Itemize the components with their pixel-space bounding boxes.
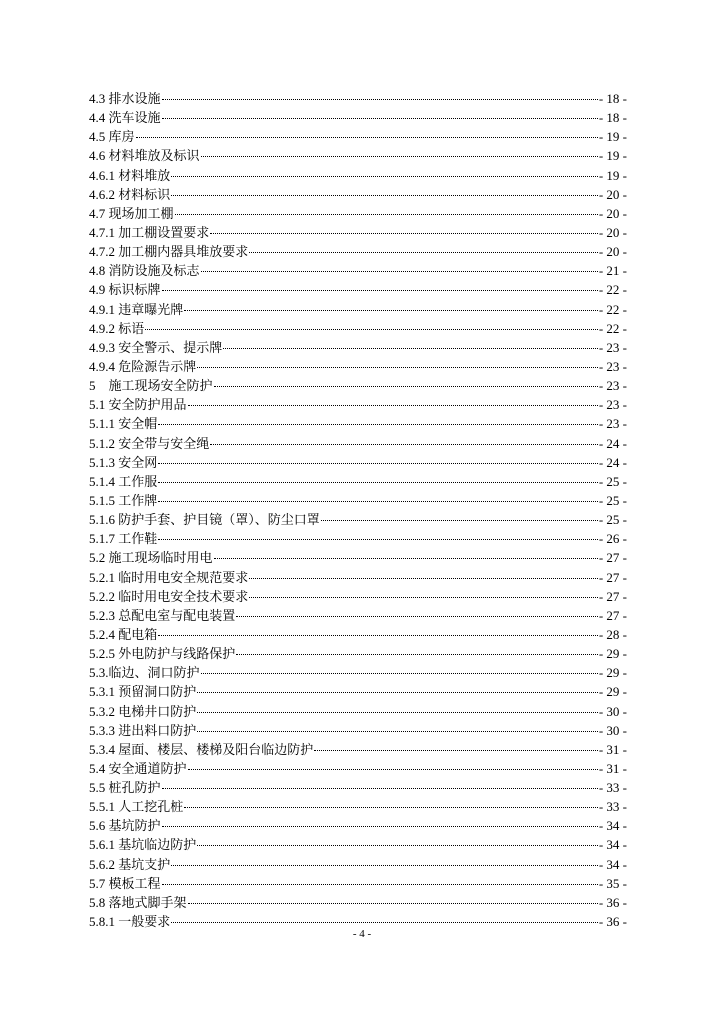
toc-entry-title: 5.2.2 临时用电安全技术要求 — [89, 588, 249, 604]
toc-entry[interactable] — [89, 166, 627, 185]
toc-entry-title: 5.1.2 安全带与安全绳 — [89, 435, 210, 451]
toc-leader-dots — [210, 233, 598, 234]
toc-leader-dots — [184, 310, 598, 311]
toc-leader-dots — [197, 845, 598, 846]
toc-entry-title: 5.2.1 临时用电安全规范要求 — [89, 569, 249, 585]
toc-entry-page: - 19 - — [598, 148, 627, 164]
toc-entry[interactable] — [89, 682, 627, 701]
toc-leader-dots — [314, 750, 598, 751]
toc-entry-page: - 20 - — [598, 186, 627, 202]
toc-leader-dots — [171, 865, 598, 866]
toc-entry[interactable] — [89, 261, 627, 280]
toc-entry-title: 5.8 落地式脚手架 — [89, 894, 187, 910]
toc-leader-dots — [321, 520, 598, 521]
toc-entry[interactable] — [89, 778, 627, 797]
toc-entry[interactable] — [89, 300, 627, 319]
toc-entry-page: - 19 - — [598, 129, 627, 145]
toc-entry-page: - 21 - — [598, 263, 627, 279]
toc-entry-title: 5.3.临边、洞口防护 — [89, 665, 200, 681]
toc-entry-title: 5.7 模板工程 — [89, 875, 161, 891]
toc-entry[interactable] — [89, 510, 627, 529]
toc-entry[interactable] — [89, 242, 627, 261]
toc-entry-title: 5.1.3 安全网 — [89, 454, 158, 470]
toc-entry-title: 4.9.1 违章曝光牌 — [89, 301, 184, 317]
toc-entry-page: - 33 - — [598, 780, 627, 796]
toc-entry[interactable] — [89, 319, 627, 338]
toc-entry-title: 4.6.1 材料堆放 — [89, 167, 171, 183]
toc-entry-title: 4.3 排水设施 — [89, 91, 161, 106]
toc-entry-page: - 34 - — [598, 837, 627, 853]
toc-leader-dots — [236, 654, 598, 655]
toc-leader-dots — [158, 635, 598, 636]
toc-entry-page: - 36 - — [598, 894, 627, 910]
toc-entry-page: - 20 - — [598, 244, 627, 260]
toc-entry[interactable] — [89, 568, 627, 587]
toc-leader-dots — [162, 118, 598, 119]
toc-entry[interactable] — [89, 702, 627, 721]
toc-entry-title: 5.6 基坑防护 — [89, 818, 161, 834]
toc-entry[interactable] — [89, 414, 627, 433]
toc-entry[interactable] — [89, 491, 627, 510]
toc-entry-title: 4.9.2 标语 — [89, 320, 145, 336]
toc-leader-dots — [197, 712, 598, 713]
toc-leader-dots — [210, 444, 598, 445]
toc-entry-page: - 18 - — [598, 91, 627, 106]
toc-entry-page: - 24 - — [598, 435, 627, 451]
toc-entry-page: - 23 - — [598, 339, 627, 355]
toc-entry-title: 5.1 安全防护用品 — [89, 397, 187, 413]
toc-leader-dots — [197, 367, 598, 368]
toc-leader-dots — [249, 252, 598, 253]
toc-entry[interactable] — [89, 395, 627, 414]
toc-entry-page: - 23 - — [598, 358, 627, 374]
toc-leader-dots — [188, 769, 598, 770]
toc-entry[interactable] — [89, 625, 627, 644]
toc-leader-dots — [171, 922, 598, 923]
toc-entry[interactable] — [89, 855, 627, 874]
toc-entry-page: - 30 - — [598, 703, 627, 719]
toc-leader-dots — [201, 156, 598, 157]
toc-leader-dots — [171, 195, 598, 196]
toc-entry-title: 5 施工现场安全防护 — [89, 378, 213, 394]
toc-entry-page: - 22 - — [598, 282, 627, 298]
toc-entry-title: 5.3.3 进出料口防护 — [89, 722, 197, 738]
toc-entry-page: - 24 - — [598, 454, 627, 470]
toc-leader-dots — [249, 597, 598, 598]
toc-entry-page: - 27 - — [598, 569, 627, 585]
toc-leader-dots — [201, 271, 598, 272]
toc-entry-title: 4.4 洗车设施 — [89, 110, 161, 126]
toc-entry[interactable] — [89, 548, 627, 567]
toc-entry[interactable] — [89, 759, 627, 778]
toc-entry-page: - 23 - — [598, 397, 627, 413]
toc-entry[interactable] — [89, 740, 627, 759]
toc-leader-dots — [214, 386, 598, 387]
toc-leader-dots — [162, 99, 598, 100]
toc-entry-page: - 34 - — [598, 856, 627, 872]
toc-entry-title: 4.7 现场加工棚 — [89, 205, 174, 221]
toc-entry-title: 4.7.2 加工棚内器具堆放要求 — [89, 244, 249, 260]
toc-leader-dots — [158, 482, 598, 483]
toc-entry-page: - 27 - — [598, 550, 627, 566]
toc-entry[interactable] — [89, 835, 627, 854]
toc-entry-title: 5.5.1 人工挖孔桩 — [89, 799, 184, 815]
toc-entry-title: 5.2 施工现场临时用电 — [89, 550, 213, 566]
toc-entry-page: - 29 - — [598, 665, 627, 681]
toc-entry-title: 5.4 安全通道防护 — [89, 760, 187, 776]
toc-entry-title: 5.2.4 配电箱 — [89, 626, 158, 642]
toc-leader-dots — [162, 826, 598, 827]
toc-entry-page: - 36 - — [598, 914, 627, 930]
toc-leader-dots — [214, 558, 598, 559]
toc-entry-page: - 22 - — [598, 301, 627, 317]
toc-entry-title: 5.5 桩孔防护 — [89, 780, 161, 796]
toc-entry-title: 5.6.1 基坑临边防护 — [89, 837, 197, 853]
toc-leader-dots — [188, 405, 598, 406]
toc-entry-title: 4.8 消防设施及标志 — [89, 263, 200, 279]
toc-leader-dots — [188, 903, 598, 904]
toc-entry-page: - 29 - — [598, 646, 627, 662]
toc-entry-title: 4.6 材料堆放及标识 — [89, 148, 200, 164]
toc-entry[interactable] — [89, 376, 627, 395]
toc-entry-page: - 20 - — [598, 224, 627, 240]
toc-entry-title: 5.1.7 工作鞋 — [89, 531, 158, 547]
toc-entry[interactable] — [89, 434, 627, 453]
toc-entry[interactable] — [89, 874, 627, 893]
toc-leader-dots — [136, 137, 598, 138]
toc-entry[interactable] — [89, 893, 627, 912]
toc-entry-page: - 25 - — [598, 473, 627, 489]
toc-entry[interactable] — [89, 529, 627, 548]
toc-entry-title: 5.1.1 安全帽 — [89, 416, 158, 432]
toc-entry-page: - 29 - — [598, 684, 627, 700]
toc-entry[interactable] — [89, 185, 627, 204]
toc-leader-dots — [162, 290, 598, 291]
toc-entry-page: - 22 - — [598, 320, 627, 336]
toc-entry-title: 5.1.4 工作服 — [89, 473, 158, 489]
toc-entry-page: - 23 - — [598, 378, 627, 394]
toc-leader-dots — [158, 463, 598, 464]
toc-entry-page: - 19 - — [598, 167, 627, 183]
table-of-contents — [89, 89, 627, 931]
toc-entry-page: - 31 - — [598, 741, 627, 757]
toc-entry[interactable] — [89, 587, 627, 606]
toc-entry-page: - 18 - — [598, 110, 627, 126]
toc-entry-title: 5.8.1 一般要求 — [89, 914, 171, 930]
toc-leader-dots — [145, 329, 598, 330]
toc-entry-page: - 31 - — [598, 760, 627, 776]
toc-entry-title: 5.2.3 总配电室与配电装置 — [89, 607, 236, 623]
toc-leader-dots — [223, 348, 598, 349]
toc-entry[interactable] — [89, 644, 627, 663]
page-number: - 4 - — [352, 928, 372, 940]
toc-entry-title: 5.1.6 防护手套、护目镜（罩）、防尘口罩 — [89, 512, 320, 528]
toc-leader-dots — [201, 673, 598, 674]
toc-entry-page: - 35 - — [598, 875, 627, 891]
toc-entry-page: - 27 - — [598, 588, 627, 604]
toc-entry[interactable] — [89, 472, 627, 491]
toc-entry[interactable] — [89, 108, 627, 127]
toc-leader-dots — [175, 214, 598, 215]
toc-entry-page: - 23 - — [598, 416, 627, 432]
toc-leader-dots — [158, 539, 598, 540]
toc-leader-dots — [171, 176, 598, 177]
toc-entry[interactable] — [89, 223, 627, 242]
toc-entry-page: - 33 - — [598, 799, 627, 815]
toc-leader-dots — [197, 731, 598, 732]
toc-entry[interactable] — [89, 204, 627, 223]
toc-entry-page: - 30 - — [598, 722, 627, 738]
toc-entry-title: 5.3.1 预留洞口防护 — [89, 684, 197, 700]
toc-entry[interactable] — [89, 338, 627, 357]
toc-leader-dots — [249, 578, 598, 579]
toc-entry-title: 5.3.4 屋面、楼层、楼梯及阳台临边防护 — [89, 741, 314, 757]
toc-leader-dots — [197, 692, 598, 693]
toc-entry-title: 4.5 库房 — [89, 129, 135, 145]
toc-entry[interactable] — [89, 663, 627, 682]
toc-entry[interactable] — [89, 357, 627, 376]
toc-leader-dots — [158, 424, 598, 425]
toc-entry-title: 4.9 标识标牌 — [89, 282, 161, 298]
toc-entry[interactable] — [89, 89, 627, 108]
toc-entry-page: - 26 - — [598, 531, 627, 547]
toc-entry[interactable] — [89, 453, 627, 472]
toc-entry[interactable] — [89, 721, 627, 740]
toc-leader-dots — [162, 788, 598, 789]
toc-entry[interactable] — [89, 606, 627, 625]
toc-leader-dots — [236, 616, 598, 617]
toc-entry[interactable] — [89, 797, 627, 816]
toc-entry[interactable] — [89, 816, 627, 835]
toc-entry-title: 5.6.2 基坑支护 — [89, 856, 171, 872]
toc-entry-page: - 27 - — [598, 607, 627, 623]
toc-entry-title: 4.9.3 安全警示、提示牌 — [89, 339, 223, 355]
toc-entry-title: 4.7.1 加工棚设置要求 — [89, 224, 210, 240]
toc-entry-title: 4.9.4 危险源告示牌 — [89, 358, 197, 374]
toc-entry[interactable] — [89, 127, 627, 146]
toc-entry-page: - 25 - — [598, 492, 627, 508]
toc-entry-page: - 28 - — [598, 626, 627, 642]
toc-entry-title: 5.3.2 电梯井口防护 — [89, 703, 197, 719]
toc-leader-dots — [162, 884, 598, 885]
toc-leader-dots — [184, 807, 598, 808]
toc-entry-page: - 25 - — [598, 512, 627, 528]
toc-leader-dots — [158, 501, 598, 502]
toc-entry-title: 5.1.5 工作牌 — [89, 492, 158, 508]
toc-entry-title: 5.2.5 外电防护与线路保护 — [89, 646, 236, 662]
toc-entry[interactable] — [89, 280, 627, 299]
toc-entry-page: - 20 - — [598, 205, 627, 221]
toc-entry-title: 4.6.2 材料标识 — [89, 186, 171, 202]
toc-entry-page: - 34 - — [598, 818, 627, 834]
toc-entry[interactable] — [89, 146, 627, 165]
